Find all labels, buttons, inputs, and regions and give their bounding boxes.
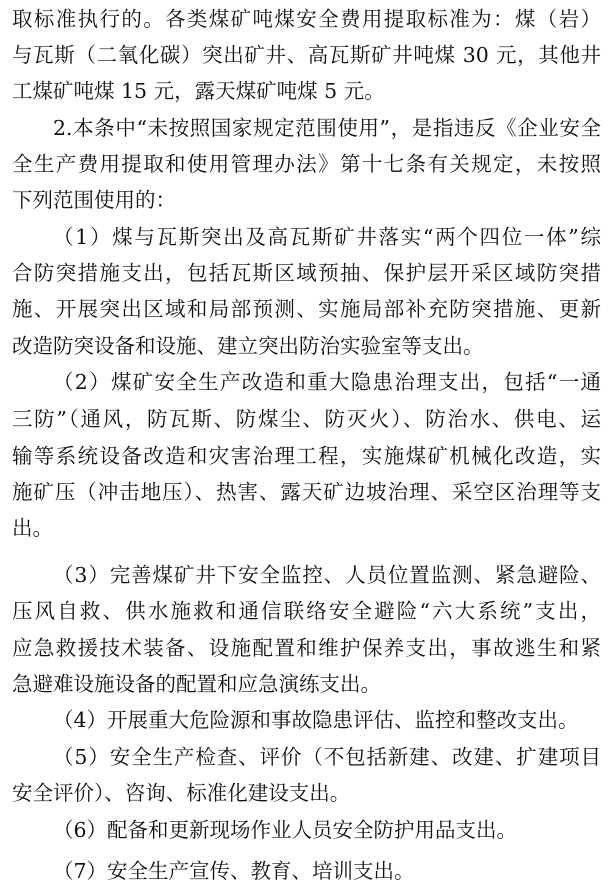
text-line: （7）安全生产宣传、教育、培训支出。 — [53, 859, 415, 883]
text-line: 出。 — [12, 516, 53, 540]
text-line: 2.本条中“未按照国家规定范围使用”，是指违反《企业安全 — [53, 116, 601, 140]
text-line: 施矿压（冲击地压）、热害、露天矿边坡治理、采空区治理等支 — [12, 480, 601, 504]
text-line: （4）开展重大危险源和事故隐患评估、监控和整改支出。 — [53, 708, 579, 732]
text-line: 输等系统设备改造和灾害治理工程，实施煤矿机械化改造，实 — [12, 444, 601, 468]
text-line: 改造防突设备和设施、建立突出防治实验室等支出。 — [12, 334, 484, 358]
text-line: 施、开展突出区域和局部预测、实施局部补充防突措施、更新 — [12, 297, 601, 321]
text-line: 急避难设施设备的配置和应急演练支出。 — [12, 672, 381, 696]
text-line: 工煤矿吨煤 15 元，露天煤矿吨煤 5 元。 — [12, 79, 385, 103]
text-line: 三防”（通风，防瓦斯、防煤尘、防灭火）、防治水、供电、运 — [12, 407, 601, 431]
text-line: 安全评价）、咨询、标准化建设支出。 — [12, 781, 351, 805]
text-line: 全生产费用提取和使用管理办法》第十七条有关规定，未按照 — [12, 152, 601, 176]
text-line: （2）煤矿安全生产改造和重大隐患治理支出，包括“一通 — [53, 370, 601, 394]
text-line: （5）安全生产检查、评价（不包括新建、改建、扩建项目 — [53, 745, 601, 769]
text-line: （6）配备和更新现场作业人员安全防护用品支出。 — [53, 818, 518, 842]
text-line: 取标准执行的。各类煤矿吨煤安全费用提取标准为：煤（岩） — [12, 7, 601, 31]
text-line: 下列范围使用的： — [12, 188, 176, 212]
text-line: 压风自救、供水施救和通信联络安全避险“六大系统”支出， — [12, 599, 601, 623]
text-line: 合防突措施支出，包括瓦斯区域预抽、保护层开采区域防突措 — [12, 261, 601, 285]
text-line: 应急救援技术装备、设施配置和维护保养支出，事故逃生和紧 — [12, 636, 601, 660]
text-line: 与瓦斯（二氧化碳）突出矿井、高瓦斯矿井吨煤 30 元，其他井 — [12, 43, 601, 67]
text-line: （3）完善煤矿井下安全监控、人员位置监测、紧急避险、 — [53, 563, 601, 587]
text-line: （1）煤与瓦斯突出及高瓦斯矿井落实“两个四位一体”综 — [53, 225, 601, 249]
